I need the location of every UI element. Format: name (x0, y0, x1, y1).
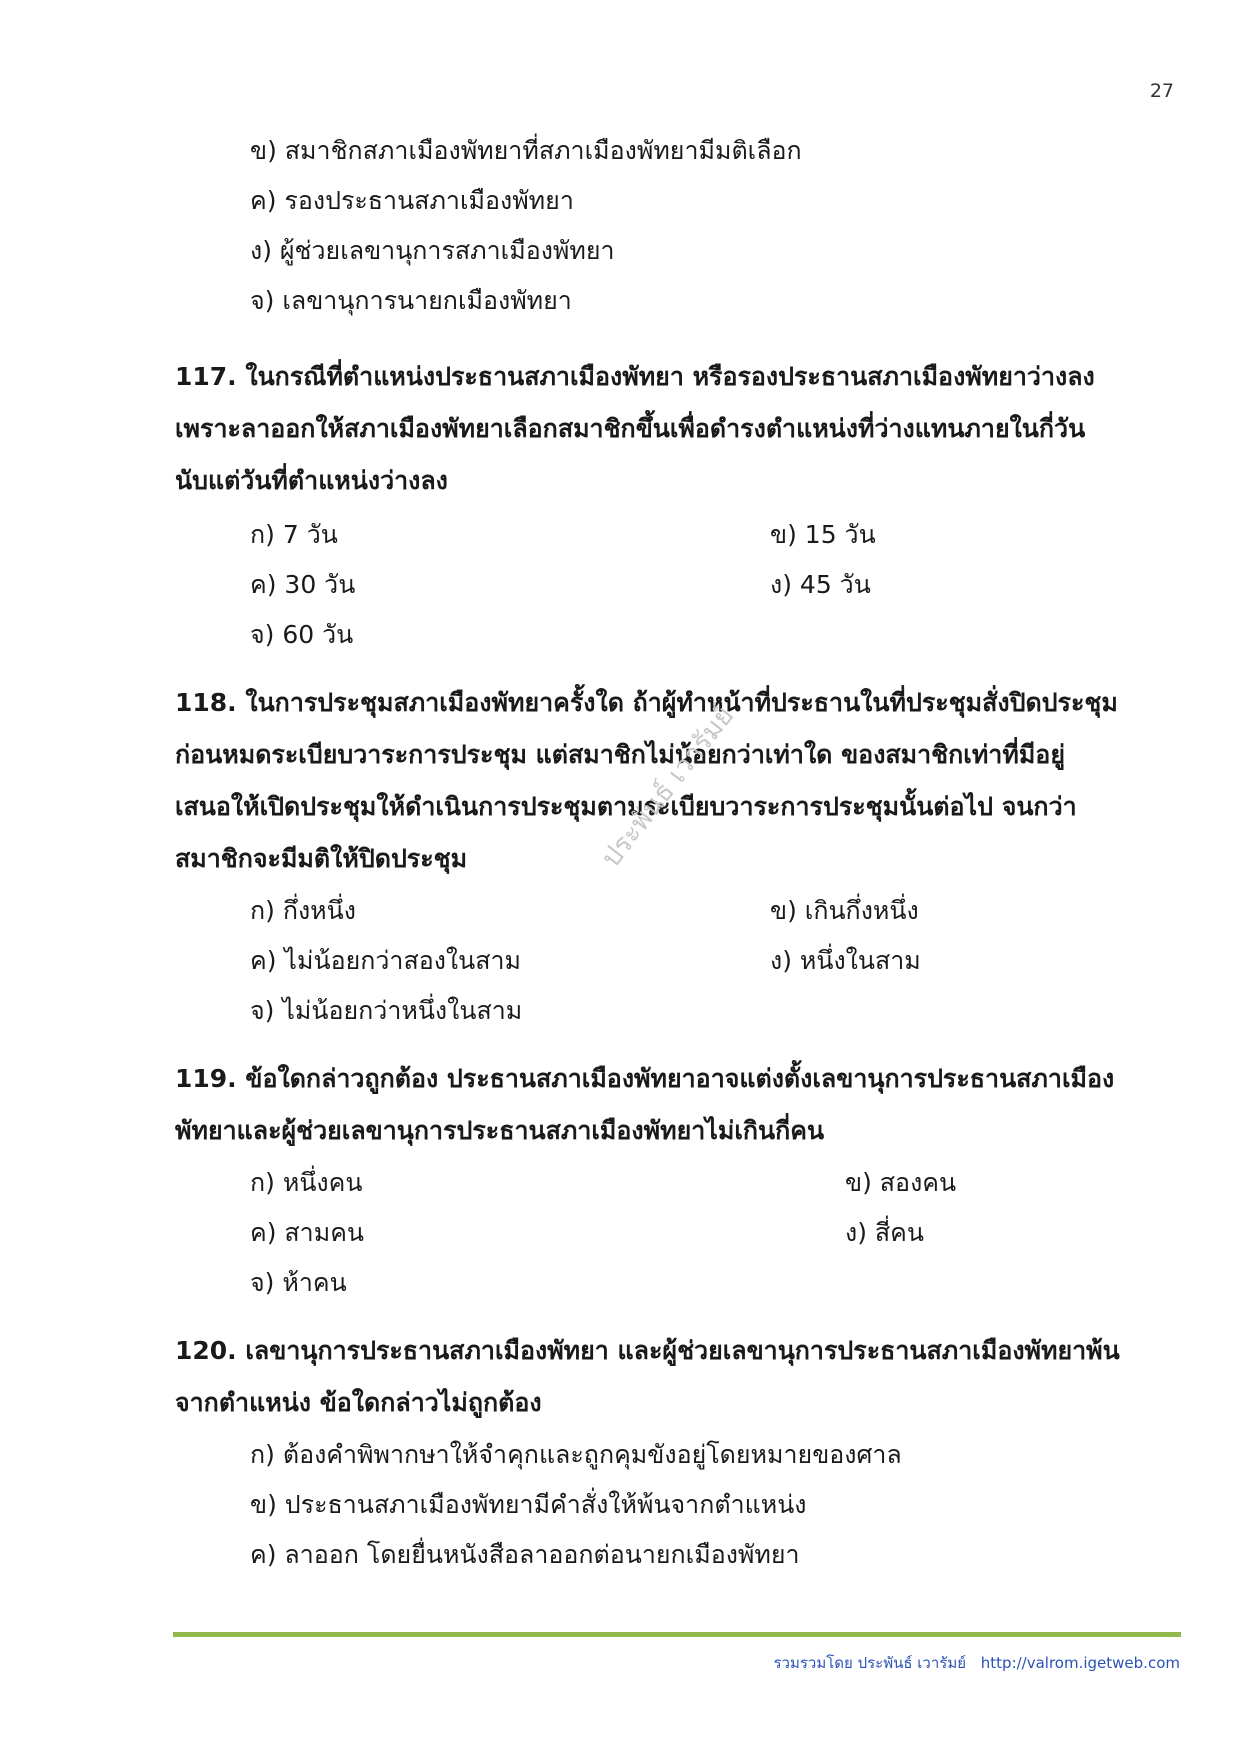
question-text: จากตำแหน่ง ข้อใดกล่าวไม่ถูกต้อง (175, 1388, 542, 1417)
option: จ) เลขานุการนายกเมืองพัทยา (250, 286, 572, 315)
footer-divider (173, 1632, 1181, 1637)
option: ก) หนึ่งคน (250, 1168, 363, 1197)
footer-credit: รวมรวมโดย ประพันธ์ เวารัมย์ (773, 1654, 966, 1672)
option: ค) ลาออก โดยยื่นหนังสือลาออกต่อนายกเมืองพัทยา (250, 1540, 800, 1569)
question-text: สมาชิกจะมีมติให้ปิดประชุม (175, 844, 468, 873)
question-text: พัทยาและผู้ช่วยเลขานุการประธานสภาเมืองพัทยาไม่เกินกี่คน (175, 1116, 825, 1145)
option: จ) ห้าคน (250, 1268, 347, 1297)
option: จ) 60 วัน (250, 620, 354, 649)
question-text: 117. ในกรณีที่ตำแหน่งประธานสภาเมืองพัทยา หรือรองประธานสภาเมืองพัทยาว่างลง (175, 362, 1095, 391)
question-text: เพราะลาออกให้สภาเมืองพัทยาเลือกสมาชิกขึ้นเพื่อดำรงตำแหน่งที่ว่างแทนภายในกี่วัน (175, 414, 1086, 443)
question-text: นับแต่วันที่ตำแหน่งว่างลง (175, 466, 448, 495)
question-text: 119. ข้อใดกล่าวถูกต้อง ประธานสภาเมืองพัทยาอาจแต่งตั้งเลขานุการประธานสภาเมือง (175, 1064, 1115, 1093)
footer-link[interactable]: http://valrom.igetweb.com (980, 1654, 1180, 1672)
option: ข) เกินกึ่งหนึ่ง (770, 896, 919, 925)
question-text: 120. เลขานุการประธานสภาเมืองพัทยา และผู้ช่วยเลขานุการประธานสภาเมืองพัทยาพ้น (175, 1336, 1120, 1365)
option: ข) สมาชิกสภาเมืองพัทยาที่สภาเมืองพัทยามีมติเลือก (250, 136, 802, 165)
option: ง) ผู้ช่วยเลขานุการสภาเมืองพัทยา (250, 236, 615, 265)
option: ค) รองประธานสภาเมืองพัทยา (250, 186, 574, 215)
watermark: ประพันธ์ เวารัมย์ (595, 700, 741, 874)
question-text: ก่อนหมดระเบียบวาระการประชุม แต่สมาชิกไม่น้อยกว่าเท่าใด ของสมาชิกเท่าที่มีอยู่ (175, 740, 1065, 769)
footer (774, 1651, 1181, 1675)
question-text: เสนอให้เปิดประชุมให้ดำเนินการประชุมตามระเบียบวาระการประชุมนั้นต่อไป จนกว่า (175, 792, 1077, 821)
option: ค) 30 วัน (250, 570, 356, 599)
option: ข) 15 วัน (770, 520, 876, 549)
page-number: 27 (1149, 80, 1174, 102)
option: ง) หนึ่งในสาม (770, 946, 921, 975)
option: ค) ไม่น้อยกว่าสองในสาม (250, 946, 521, 975)
option: ข) ประธานสภาเมืองพัทยามีคำสั่งให้พ้นจากตำแหน่ง (250, 1490, 807, 1519)
question-text: 118. ในการประชุมสภาเมืองพัทยาครั้งใด ถ้าผู้ทำหน้าที่ประธานในที่ประชุมสั่งปิดประชุม (175, 688, 1118, 717)
option: ก) กึ่งหนึ่ง (250, 896, 356, 925)
option: ง) 45 วัน (770, 570, 871, 599)
option: ค) สามคน (250, 1218, 365, 1247)
option: ง) สี่คน (845, 1218, 924, 1247)
option: ก) ต้องคำพิพากษาให้จำคุกและถูกคุมขังอยู่โดยหมายของศาล (250, 1440, 902, 1469)
option: ข) สองคน (845, 1168, 957, 1197)
option: จ) ไม่น้อยกว่าหนึ่งในสาม (250, 996, 523, 1025)
option: ก) 7 วัน (250, 520, 338, 549)
